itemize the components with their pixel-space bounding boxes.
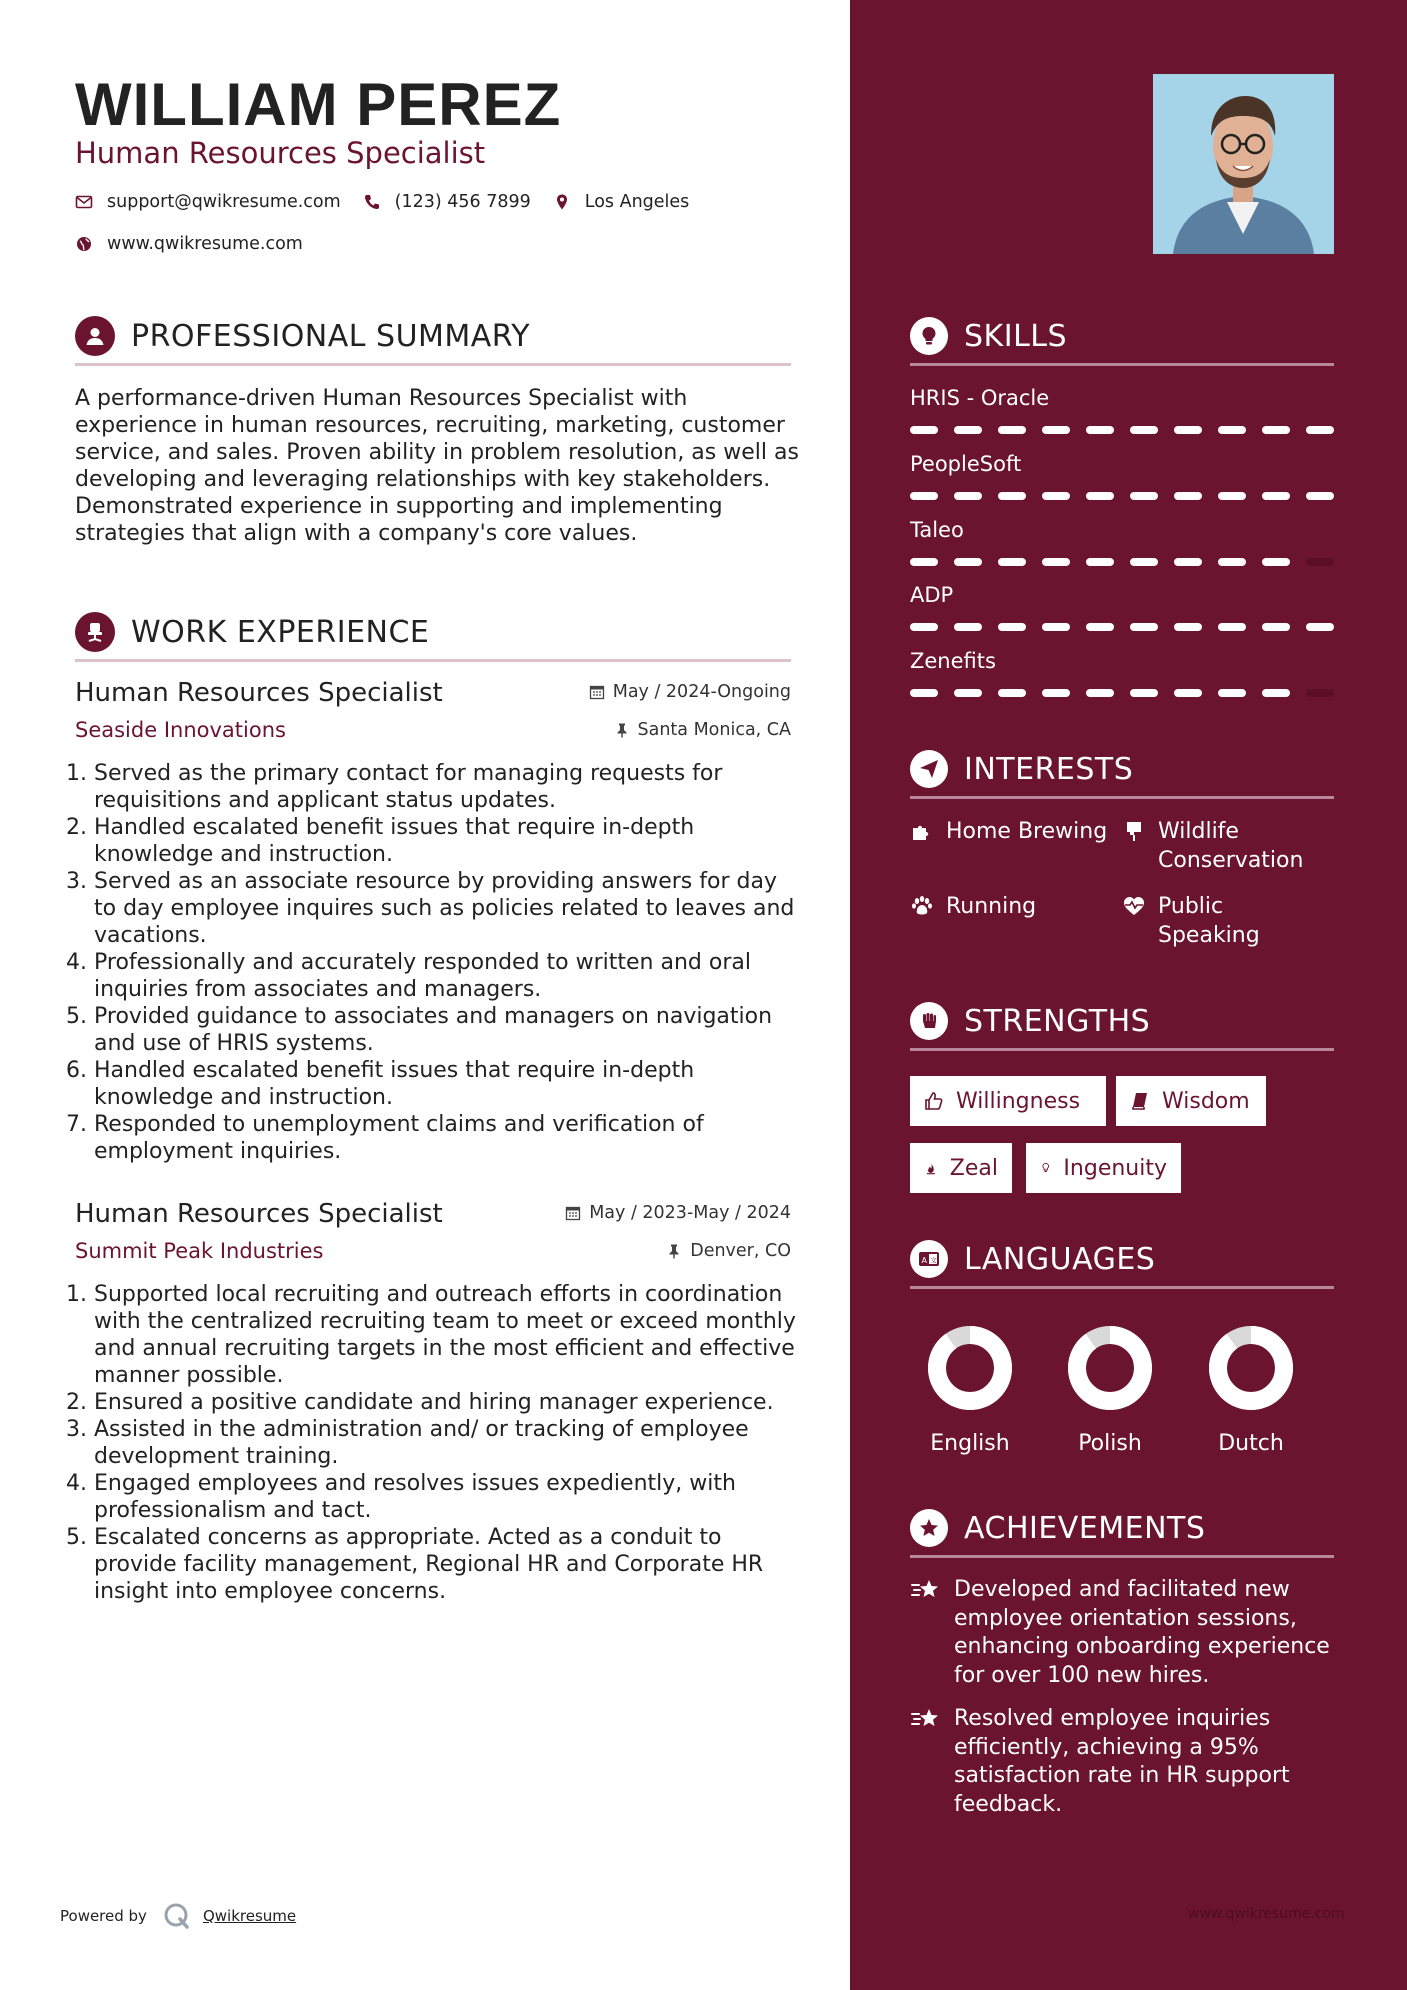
skill-item <box>910 518 1334 542</box>
job-title: Human Resources Specialist <box>75 678 443 708</box>
interest-label: Running <box>946 894 1037 919</box>
interest-item <box>910 817 1110 846</box>
footer-website: www.qwikresume.com <box>1188 1906 1345 1922</box>
skill-level-segment <box>1174 426 1202 434</box>
skill-level-bar <box>910 558 1334 566</box>
skill-level-segment <box>1086 623 1114 631</box>
interest-label: Wildlife Conservation <box>1158 819 1304 873</box>
skill-level-segment <box>910 558 938 566</box>
skill-level-segment <box>998 492 1026 500</box>
interest-item <box>1122 892 1322 950</box>
skill-name: HRIS - Oracle <box>910 386 1050 410</box>
skill-level-segment <box>1218 689 1246 697</box>
website-text: www.qwikresume.com <box>107 234 303 254</box>
contact-location <box>553 192 690 212</box>
skill-name: Zenefits <box>910 649 996 673</box>
language-name: English <box>930 1431 1010 1456</box>
contact-email[interactable] <box>75 192 341 212</box>
contact-row-2 <box>75 234 325 254</box>
language-name: Polish <box>1078 1431 1142 1456</box>
languages-header <box>910 1234 1334 1284</box>
skill-level-segment <box>910 689 938 697</box>
job-bullet: 5. Provided guidance to associates and managers on navigation and use of HRIS systems. <box>94 1003 805 1057</box>
skill-level-segment <box>1262 558 1290 566</box>
language-level-ring <box>927 1325 1013 1411</box>
pushpin-icon <box>614 722 630 738</box>
job-location <box>666 1241 791 1261</box>
skill-item <box>910 583 1334 607</box>
job-bullet: 3. Assisted in the administration and/ or tracking of employee development training. <box>94 1416 805 1470</box>
language-level-ring <box>1208 1325 1294 1411</box>
skill-item <box>910 452 1334 476</box>
skill-level-segment <box>1174 623 1202 631</box>
language-ring-fill <box>1077 1335 1143 1401</box>
achievement-text: Resolved employee inquiries efficiently, achieving a 95% satisfaction rate in HR support feedback. <box>954 1706 1290 1817</box>
shooting-star-icon <box>910 1705 942 1733</box>
skill-level-segment <box>1042 623 1070 631</box>
job-bullet: 4. Engaged employees and resolves issues expediently, with professionalism and tact. <box>94 1470 805 1524</box>
skill-level-segment <box>1306 492 1334 500</box>
skill-level-segment <box>1262 426 1290 434</box>
strengths-heading: STRENGTHS <box>964 1003 1151 1039</box>
skill-name: Taleo <box>910 518 964 542</box>
skill-level-segment <box>1218 492 1246 500</box>
job-bullet: 3. Served as an associate resource by providing answers for day to day employee inquires such as policies related to leaves and vacations. <box>94 868 805 949</box>
achievement-text: Developed and facilitated new employee orientation sessions, enhancing onboarding experience for over 100 new hires. <box>954 1577 1330 1688</box>
skill-level-bar <box>910 689 1334 697</box>
skill-level-segment <box>1086 426 1114 434</box>
skill-level-segment <box>1086 492 1114 500</box>
interest-label: Home Brewing <box>946 819 1108 844</box>
job-location-text: Denver, CO <box>690 1241 791 1261</box>
strength-label: Wisdom <box>1162 1088 1250 1114</box>
profile-photo <box>1153 74 1334 254</box>
heartbeat-icon <box>1122 894 1146 918</box>
skill-level-segment <box>954 689 982 697</box>
languages-heading: LANGUAGES <box>964 1241 1156 1277</box>
contact-phone[interactable] <box>363 192 531 212</box>
job-entry <box>75 1199 796 1619</box>
skills-divider <box>910 363 1334 366</box>
job-bullet: 2. Handled escalated benefit issues that require in-depth knowledge and instruction. <box>94 814 805 868</box>
interests-divider <box>910 796 1334 799</box>
summary-header <box>75 311 791 361</box>
lightbulb-icon <box>910 317 948 355</box>
job-dates-text: May / 2023-May / 2024 <box>589 1203 791 1223</box>
skill-level-segment <box>1262 492 1290 500</box>
interests-header <box>910 744 1334 794</box>
globe-icon <box>75 235 93 253</box>
skill-level-segment <box>910 426 938 434</box>
skill-level-segment <box>998 558 1026 566</box>
experience-heading: WORK EXPERIENCE <box>131 614 430 650</box>
job-entry <box>75 678 795 1178</box>
skill-level-segment <box>1218 623 1246 631</box>
skill-level-segment <box>1042 558 1070 566</box>
puzzle-icon <box>910 819 934 843</box>
translate-icon <box>910 1240 948 1278</box>
job-bullet: 2. Ensured a positive candidate and hiring manager experience. <box>94 1389 805 1416</box>
skill-item <box>910 386 1334 410</box>
strengths-header <box>910 996 1334 1046</box>
job-location <box>614 720 792 740</box>
skill-level-segment <box>1086 558 1114 566</box>
summary-heading: PROFESSIONAL SUMMARY <box>131 318 531 354</box>
qwikresume-link[interactable]: Qwikresume <box>202 1907 297 1925</box>
strength-tag <box>1116 1076 1266 1126</box>
skill-level-segment <box>1130 623 1158 631</box>
job-bullet: 5. Escalated concerns as appropriate. Acted as a conduit to provide facility management, Regional HR and Corporate HR insight into employee concerns. <box>94 1524 805 1605</box>
strength-tag <box>910 1143 1012 1193</box>
flag-icon <box>1122 819 1146 843</box>
job-bullet: 7. Responded to unemployment claims and verification of employment inquiries. <box>94 1111 805 1165</box>
svg-text:文: 文 <box>930 1256 937 1265</box>
envelope-icon <box>75 193 93 211</box>
job-dates <box>589 682 791 702</box>
job-company: Summit Peak Industries <box>75 1239 324 1263</box>
email-text: support@qwikresume.com <box>107 192 341 212</box>
lightbulb-outline-icon <box>1040 1158 1051 1178</box>
star-badge-icon <box>910 1509 948 1547</box>
job-location-text: Santa Monica, CA <box>637 720 791 740</box>
skill-name: PeopleSoft <box>910 452 1022 476</box>
skill-level-segment <box>1262 623 1290 631</box>
strength-label: Willingness <box>956 1088 1081 1114</box>
language-item <box>1191 1325 1311 1456</box>
skill-level-segment <box>1174 492 1202 500</box>
phone-icon <box>363 193 381 211</box>
shooting-star-icon <box>910 1576 942 1604</box>
paw-icon <box>910 894 934 918</box>
calendar-icon <box>589 684 605 700</box>
office-chair-icon <box>75 612 115 652</box>
skill-level-segment <box>1262 689 1290 697</box>
skill-level-segment <box>1130 558 1158 566</box>
svg-text:A: A <box>921 1256 927 1265</box>
map-pin-icon <box>553 193 571 211</box>
experience-header <box>75 607 791 657</box>
skill-level-bar <box>910 426 1334 434</box>
language-ring-fill <box>1218 1335 1284 1401</box>
skill-level-segment <box>910 492 938 500</box>
skill-level-segment <box>1174 558 1202 566</box>
qwikresume-logo-icon <box>163 1902 191 1930</box>
job-bullet: 1. Served as the primary contact for managing requests for requisitions and applicant status updates. <box>94 760 805 814</box>
summary-text: A performance-driven Human Resources Specialist with experience in human resources, recruiting, marketing, customer service, and sales. Proven ability in problem resolution, as well as developing and leveraging relationships with key stakeholders. Demonstrated experience in supporting and implementing strategies that align with a company's core values. <box>75 386 799 546</box>
job-dates <box>565 1203 791 1223</box>
achievements-heading: ACHIEVEMENTS <box>964 1510 1206 1546</box>
skill-level-bar <box>910 623 1334 631</box>
languages-divider <box>910 1286 1334 1289</box>
skill-level-segment <box>1306 558 1334 566</box>
interest-item <box>1122 817 1322 875</box>
skill-level-segment <box>1042 492 1070 500</box>
calendar-icon <box>565 1205 581 1221</box>
fire-icon <box>924 1158 938 1178</box>
fist-icon <box>910 1002 948 1040</box>
thumbs-up-icon <box>924 1091 944 1111</box>
interest-item <box>910 892 1110 921</box>
skill-level-segment <box>1130 689 1158 697</box>
summary-divider <box>75 363 791 366</box>
language-ring-fill <box>937 1335 1003 1401</box>
skill-level-segment <box>1218 426 1246 434</box>
powered-by <box>60 1902 296 1930</box>
skill-level-segment <box>954 558 982 566</box>
skill-level-segment <box>998 426 1026 434</box>
strength-tag <box>1026 1143 1181 1193</box>
skill-level-segment <box>998 623 1026 631</box>
strength-label: Zeal <box>949 1155 998 1181</box>
job-bullet: 4. Professionally and accurately responded to written and oral inquiries from associates and managers. <box>94 949 805 1003</box>
skill-level-segment <box>1306 689 1334 697</box>
skill-level-segment <box>910 623 938 631</box>
language-level-ring <box>1067 1325 1153 1411</box>
skill-level-segment <box>1130 426 1158 434</box>
language-item <box>910 1325 1030 1456</box>
skill-level-segment <box>998 689 1026 697</box>
skill-level-segment <box>954 492 982 500</box>
skill-level-segment <box>1218 558 1246 566</box>
phone-text: (123) 456 7899 <box>394 192 531 212</box>
skill-level-bar <box>910 492 1334 500</box>
skills-heading: SKILLS <box>964 318 1068 354</box>
skill-level-segment <box>1306 623 1334 631</box>
strengths-divider <box>910 1048 1334 1051</box>
skill-item <box>910 649 1334 673</box>
skill-level-segment <box>1306 426 1334 434</box>
skill-level-segment <box>1042 426 1070 434</box>
powered-by-label: Powered by <box>60 1907 147 1925</box>
book-icon <box>1130 1091 1150 1111</box>
skill-level-segment <box>1086 689 1114 697</box>
interests-heading: INTERESTS <box>964 751 1134 787</box>
job-company: Seaside Innovations <box>75 718 286 742</box>
skill-level-segment <box>954 623 982 631</box>
pushpin-icon <box>666 1243 682 1259</box>
user-icon <box>75 316 115 356</box>
job-bullet: 6. Handled escalated benefit issues that require in-depth knowledge and instruction. <box>94 1057 805 1111</box>
job-title: Human Resources Specialist <box>75 1199 443 1229</box>
candidate-title: Human Resources Specialist <box>75 136 486 170</box>
contact-website[interactable] <box>75 234 303 254</box>
skill-level-segment <box>1174 689 1202 697</box>
strength-tag <box>910 1076 1106 1126</box>
strength-label: Ingenuity <box>1063 1155 1167 1181</box>
job-bullets <box>75 760 805 1165</box>
language-item <box>1050 1325 1170 1456</box>
experience-divider <box>75 659 791 662</box>
skill-level-segment <box>1042 689 1070 697</box>
language-name: Dutch <box>1218 1431 1284 1456</box>
skill-level-segment <box>954 426 982 434</box>
achievements-divider <box>910 1555 1334 1558</box>
location-text: Los Angeles <box>584 192 690 212</box>
interest-label: Public Speaking <box>1158 894 1260 948</box>
paper-plane-icon <box>910 750 948 788</box>
contact-row <box>75 192 711 212</box>
sidebar <box>850 0 1407 1990</box>
skills-header <box>910 311 1334 361</box>
achievement-item <box>910 1576 1350 1690</box>
candidate-name: WILLIAM PEREZ <box>75 71 562 138</box>
achievements-header <box>910 1503 1334 1553</box>
job-bullet: 1. Supported local recruiting and outreach efforts in coordination with the centralized recruiting team to meet or exceed monthly and annual recruiting targets in the most efficient and effective manner possible. <box>94 1281 805 1389</box>
job-bullets <box>75 1281 805 1605</box>
skill-name: ADP <box>910 583 954 607</box>
achievement-item <box>910 1705 1350 1819</box>
skill-level-segment <box>1130 492 1158 500</box>
job-dates-text: May / 2024-Ongoing <box>612 682 791 702</box>
